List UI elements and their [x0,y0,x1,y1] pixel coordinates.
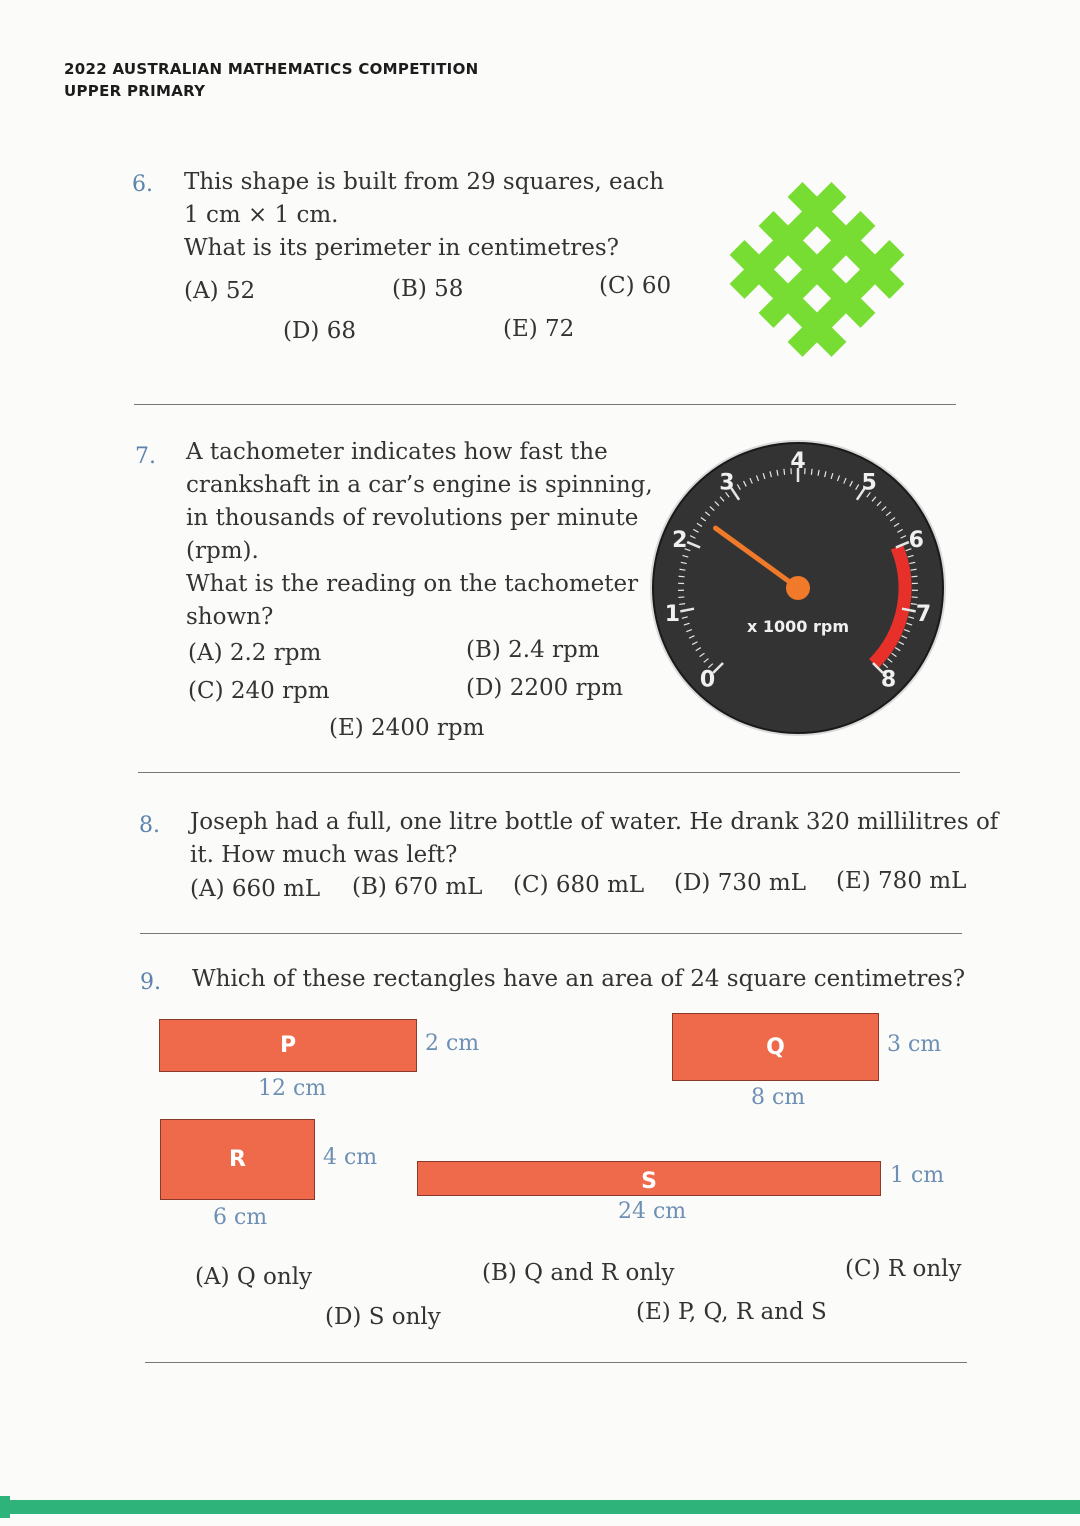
divider-3 [140,933,962,934]
question-6-line-1: This shape is built from 29 squares, each [184,169,665,195]
gauge-minor-tick [911,576,917,577]
question-6-number: 6. [132,172,153,197]
gauge-minor-tick [811,469,812,475]
q9-option-d[interactable]: (D) S only [325,1304,441,1330]
q7-option-e[interactable]: (E) 2400 rpm [329,715,485,741]
q8-option-c[interactable]: (C) 680 mL [513,872,645,898]
q9-option-c[interactable]: (C) R only [845,1256,962,1282]
q8-option-a[interactable]: (A) 660 mL [190,876,321,902]
rectangle-s-width: 24 cm [618,1199,687,1224]
q9-option-e[interactable]: (E) P, Q, R and S [636,1299,827,1325]
gauge-numeral: 7 [915,601,932,627]
gauge-numeral: 1 [664,601,681,627]
q6-option-d[interactable]: (D) 68 [283,318,356,344]
rectangle-p-width: 12 cm [258,1076,327,1101]
question-7-line-5: What is the reading on the tachometer [186,571,639,597]
gauge-unit-label: x 1000 rpm [746,617,850,636]
q7-option-a[interactable]: (A) 2.2 rpm [188,640,322,666]
rectangle-r-height: 4 cm [323,1145,378,1170]
divider-4 [145,1362,967,1363]
divider-2 [138,772,960,773]
competition-title: 2022 AUSTRALIAN MATHEMATICS COMPETITION [64,60,479,78]
q9-option-a[interactable]: (A) Q only [195,1264,313,1290]
footer-bar-cap [0,1496,10,1518]
question-6-line-3: What is its perimeter in centimetres? [184,235,619,261]
question-7-line-6: shown? [186,604,274,630]
q8-option-d[interactable]: (D) 730 mL [674,870,806,896]
gauge-numeral: 8 [880,667,897,693]
q7-option-b[interactable]: (B) 2.4 rpm [466,637,600,663]
rectangle-p: P [159,1019,417,1072]
division-title: UPPER PRIMARY [64,82,206,100]
q9-option-b[interactable]: (B) Q and R only [482,1260,675,1286]
gauge-minor-tick [679,576,685,577]
q7-option-c[interactable]: (C) 240 rpm [188,678,330,704]
question-7-line-3: in thousands of revolutions per minute [186,505,639,531]
question-8-line-1: Joseph had a full, one litre bottle of water. He drank 320 millilitres of [190,809,999,835]
gauge-numeral: 4 [790,449,806,474]
rectangle-r: R [160,1119,315,1200]
question-7-line-2: crankshaft in a car’s engine is spinning, [186,472,653,498]
rectangle-q-height: 3 cm [887,1032,942,1057]
question-7-line-1: A tachometer indicates how fast the [186,439,608,465]
question-8-number: 8. [139,813,160,838]
rectangle-q-width: 8 cm [751,1085,806,1110]
tachometer-figure [648,438,950,740]
gauge-numeral: 6 [908,528,924,554]
rectangle-r-width: 6 cm [213,1205,268,1230]
gauge-numeral: 3 [719,470,735,496]
q7-option-d[interactable]: (D) 2200 rpm [466,675,624,701]
gauge-numeral: 5 [861,470,877,496]
footer-bar [0,1500,1080,1514]
rectangle-s-height: 1 cm [890,1163,945,1188]
question-9-number: 9. [140,970,161,995]
rectangle-s: S [417,1161,881,1196]
cross-shape-figure [714,166,920,372]
question-8-text [190,806,998,872]
gauge-numeral: 2 [672,528,688,554]
question-7-text [186,436,653,634]
question-8-line-2: it. How much was left? [190,842,458,868]
question-7-number: 7. [135,444,156,469]
q8-option-e[interactable]: (E) 780 mL [836,868,967,894]
q6-option-e[interactable]: (E) 72 [503,316,575,342]
gauge-numeral: 0 [699,667,716,693]
gauge-minor-tick [784,469,785,475]
divider-1 [134,404,956,405]
cross-shape [715,168,919,372]
question-6-text [184,166,664,265]
question-9-text: Which of these rectangles have an area of 24 square centimetres? [192,966,966,992]
gauge-hub [786,576,810,600]
q8-option-b[interactable]: (B) 670 mL [352,874,483,900]
q6-option-c[interactable]: (C) 60 [599,273,672,299]
rectangle-q: Q [672,1013,879,1081]
rectangle-p-height: 2 cm [425,1031,480,1056]
q6-option-a[interactable]: (A) 52 [184,278,256,304]
question-6-line-2: 1 cm × 1 cm. [184,202,339,228]
question-7-line-4: (rpm). [186,538,259,564]
q6-option-b[interactable]: (B) 58 [392,276,464,302]
